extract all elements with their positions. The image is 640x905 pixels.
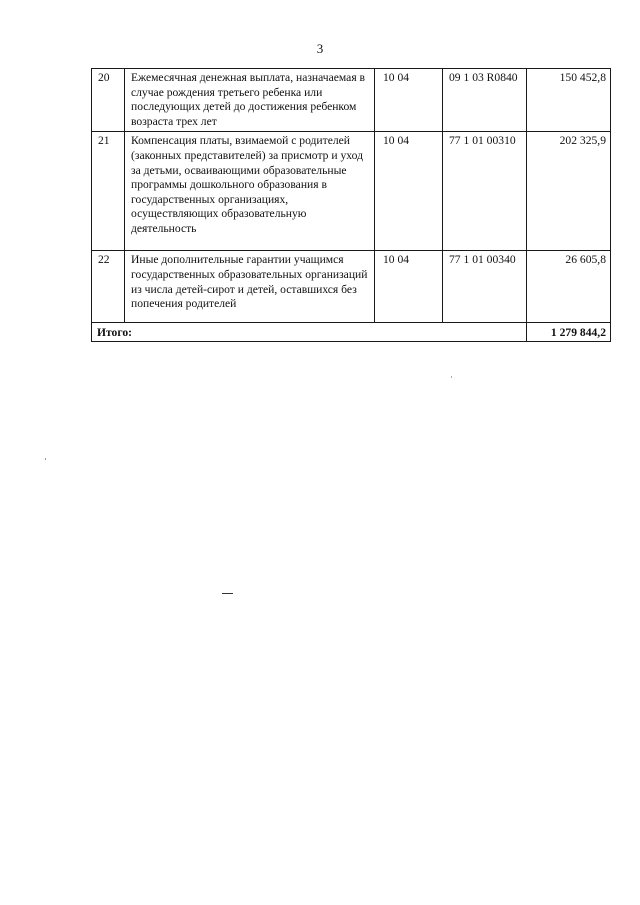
row-amount: 150 452,8 [527,69,611,132]
row-number: 21 [92,132,125,251]
row-name: Ежемесячная денежная выплата, назначаемая в случае рождения третьего ребенка или последующих детей до достижения ребенком возраста трех лет [125,69,375,132]
row-code: 09 1 03 R0840 [443,69,527,132]
row-name: Иные дополнительные гарантии учащимся государственных образовательных организаций из числа детей-сирот и детей, оставшихся без попечения родителей [125,251,375,323]
row-amount: 26 605,8 [527,251,611,323]
scan-mark [451,376,452,378]
row-name: Компенсация платы, взимаемой с родителей (законных представителей) за присмотр и уход за детьми, осваивающими образовательные программы дошкольного образования в государственных организациях, осуществляющих образовательную деятельность [125,132,375,251]
budget-table [91,68,611,342]
row-section: 10 04 [375,132,443,251]
row-section: 10 04 [375,69,443,132]
total-row [92,323,611,342]
row-number: 22 [92,251,125,323]
scan-mark [45,458,46,460]
table-row [92,251,611,323]
scan-mark [222,593,233,594]
total-label: Итого: [92,323,527,342]
row-amount: 202 325,9 [527,132,611,251]
row-code: 77 1 01 00340 [443,251,527,323]
page-number: 3 [316,41,324,56]
total-amount: 1 279 844,2 [527,323,611,342]
table-row [92,69,611,132]
row-number: 20 [92,69,125,132]
row-code: 77 1 01 00310 [443,132,527,251]
row-section: 10 04 [375,251,443,323]
table-row [92,132,611,251]
